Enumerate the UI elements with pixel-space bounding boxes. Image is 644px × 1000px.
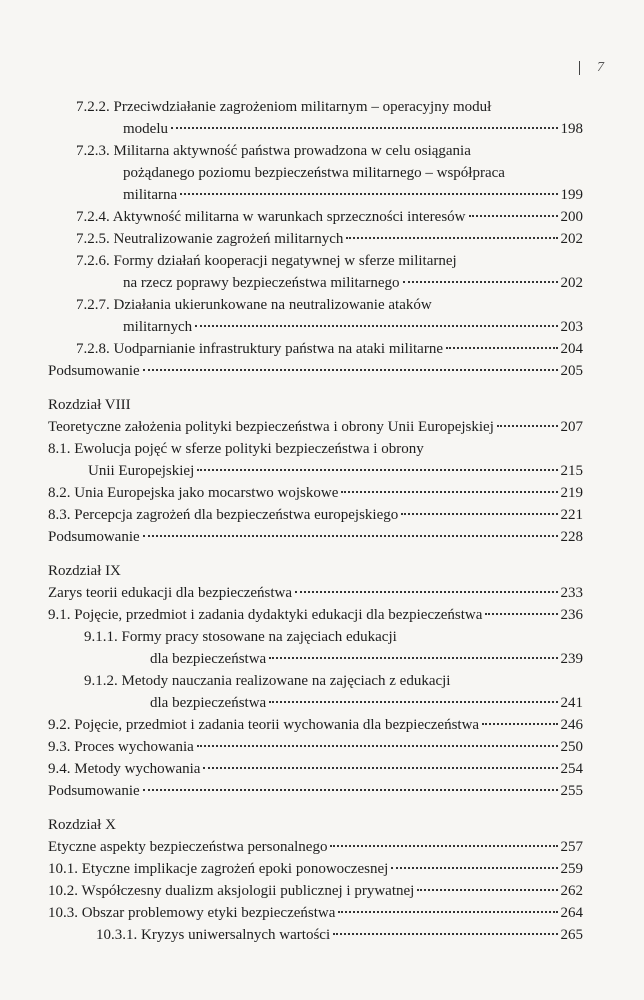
toc-title: Aktywność militarna w warunkach sprzeczności interesów <box>112 209 466 225</box>
toc-entry-7-2-4[interactable] <box>48 206 583 228</box>
toc-page: 200 <box>560 209 583 225</box>
toc-page: 202 <box>560 231 583 247</box>
toc-entry-summary-ch8[interactable] <box>48 526 583 548</box>
leader-dots <box>338 911 557 913</box>
leader-dots <box>333 933 557 935</box>
toc-title: Etyczne implikacje zagrożeń epoki ponowoczesnej <box>81 861 389 877</box>
toc-entry-8-1[interactable] <box>48 438 583 460</box>
leader-dots <box>197 745 558 747</box>
toc-title: Ewolucja pojęć w sferze polityki bezpieczeństwa i obrony <box>74 441 424 457</box>
toc-number: 9.2. <box>48 717 71 733</box>
toc-page: 259 <box>560 861 583 877</box>
toc-entry-9-3[interactable] <box>48 736 583 758</box>
leader-dots <box>330 845 557 847</box>
toc-title: Podsumowanie <box>48 529 140 545</box>
toc-entry-7-2-6-cont[interactable] <box>48 272 583 294</box>
toc-entry-7-2-2-cont[interactable] <box>48 118 583 140</box>
toc-title: Formy pracy stosowane na zajęciach edukacji <box>121 629 397 645</box>
toc-entry-8-1-cont[interactable] <box>48 460 583 482</box>
toc-number: 7.2.7. <box>76 297 110 313</box>
table-of-contents <box>48 96 583 946</box>
toc-entry-10-3[interactable] <box>48 902 583 924</box>
toc-title: Formy działań kooperacji negatywnej w sferze militarnej <box>113 253 457 269</box>
toc-entry-8-3[interactable] <box>48 504 583 526</box>
toc-page: 202 <box>560 275 583 291</box>
chapter-heading-9: Rozdział IX <box>48 563 121 579</box>
leader-dots <box>143 535 558 537</box>
leader-dots <box>346 237 557 239</box>
toc-number: 7.2.4. <box>76 209 110 225</box>
leader-dots <box>446 347 558 349</box>
toc-entry-10-2[interactable] <box>48 880 583 902</box>
leader-dots <box>469 215 558 217</box>
toc-number: 10.2. <box>48 883 78 899</box>
leader-dots <box>143 789 558 791</box>
toc-title: Podsumowanie <box>48 783 140 799</box>
toc-number: 9.1.2. <box>84 673 118 689</box>
toc-entry-summary-ch7[interactable] <box>48 360 583 382</box>
toc-entry-7-2-7[interactable] <box>48 294 583 316</box>
chapter-heading-10: Rozdział X <box>48 817 116 833</box>
toc-page: 241 <box>560 695 583 711</box>
toc-title: Obszar problemowy etyki bezpieczeństwa <box>81 905 336 921</box>
toc-title-cont: na rzecz poprawy bezpieczeństwa militarnego <box>123 275 400 291</box>
toc-page: 236 <box>560 607 583 623</box>
toc-title: Kryzys uniwersalnych wartości <box>141 927 331 943</box>
toc-number: 7.2.8. <box>76 341 110 357</box>
toc-title: Pojęcie, przedmiot i zadania teorii wychowania dla bezpieczeństwa <box>74 717 480 733</box>
toc-page: 239 <box>560 651 583 667</box>
toc-entry-7-2-3-cont[interactable] <box>48 162 583 184</box>
toc-title: Przeciwdziałanie zagrożeniom militarnym – operacyjny moduł <box>113 99 492 115</box>
toc-title: Pojęcie, przedmiot i zadania dydaktyki edukacji dla bezpieczeństwa <box>74 607 483 623</box>
leader-dots <box>197 469 557 471</box>
toc-number: 8.1. <box>48 441 71 457</box>
toc-page: 264 <box>560 905 583 921</box>
toc-entry-9-2[interactable] <box>48 714 583 736</box>
toc-entry-9-1-1-cont[interactable] <box>48 648 583 670</box>
leader-dots <box>341 491 557 493</box>
leader-dots <box>295 591 557 593</box>
toc-page: 233 <box>560 585 583 601</box>
toc-page: 204 <box>560 341 583 357</box>
leader-dots <box>391 867 557 869</box>
toc-entry-7-2-2[interactable] <box>48 96 583 118</box>
toc-number: 9.3. <box>48 739 71 755</box>
toc-title: Metody wychowania <box>74 761 201 777</box>
toc-title-cont: dla bezpieczeństwa <box>150 651 267 667</box>
toc-number: 9.4. <box>48 761 71 777</box>
toc-page: 221 <box>560 507 583 523</box>
toc-entry-7-2-3-cont2[interactable] <box>48 184 583 206</box>
toc-title: Proces wychowania <box>74 739 194 755</box>
toc-title-cont: militarna <box>123 187 178 203</box>
header-divider <box>579 61 580 75</box>
toc-entry-summary-ch9[interactable] <box>48 780 583 802</box>
toc-entry-7-2-5[interactable] <box>48 228 583 250</box>
toc-entry-8-2[interactable] <box>48 482 583 504</box>
toc-title: Teoretyczne założenia polityki bezpieczeństwa i obrony Unii Europejskiej <box>48 419 494 435</box>
toc-page: 255 <box>560 783 583 799</box>
toc-entry-9-4[interactable] <box>48 758 583 780</box>
leader-dots <box>269 657 557 659</box>
toc-page: 207 <box>560 419 583 435</box>
leader-dots <box>485 613 557 615</box>
leader-dots <box>203 767 557 769</box>
running-header <box>579 60 605 76</box>
toc-number: 7.2.5. <box>76 231 110 247</box>
leader-dots <box>401 513 557 515</box>
leader-dots <box>403 281 558 283</box>
toc-title: Militarna aktywność państwa prowadzona w celu osiągania <box>113 143 471 159</box>
toc-entry-9-1-2[interactable] <box>48 670 583 692</box>
toc-number: 9.1.1. <box>84 629 118 645</box>
toc-page: 246 <box>560 717 583 733</box>
leader-dots <box>195 325 557 327</box>
toc-entry-9-1-1[interactable] <box>48 626 583 648</box>
toc-title: Działania ukierunkowane na neutralizowanie ataków <box>113 297 432 313</box>
toc-number: 9.1. <box>48 607 71 623</box>
toc-page: 265 <box>560 927 583 943</box>
toc-page: 257 <box>560 839 583 855</box>
toc-entry-ch10-title[interactable] <box>48 836 583 858</box>
toc-number: 10.3. <box>48 905 78 921</box>
toc-title: Podsumowanie <box>48 363 140 379</box>
toc-number: 10.1. <box>48 861 78 877</box>
toc-title: Metody nauczania realizowane na zajęciach z edukacji <box>121 673 451 689</box>
toc-number: 8.3. <box>48 507 71 523</box>
leader-dots <box>417 889 557 891</box>
toc-page: 205 <box>560 363 583 379</box>
toc-page: 262 <box>560 883 583 899</box>
leader-dots <box>269 701 557 703</box>
toc-title: Zarys teorii edukacji dla bezpieczeństwa <box>48 585 293 601</box>
toc-number: 7.2.2. <box>76 99 110 115</box>
toc-page: 199 <box>560 187 583 203</box>
page-number: 7 <box>597 60 604 75</box>
toc-entry-7-2-7-cont[interactable] <box>48 316 583 338</box>
toc-entry-10-1[interactable] <box>48 858 583 880</box>
toc-entry-ch9-title[interactable] <box>48 582 583 604</box>
toc-title: Unia Europejska jako mocarstwo wojskowe <box>74 485 339 501</box>
leader-dots <box>497 425 558 427</box>
toc-entry-10-3-1[interactable] <box>48 924 583 946</box>
leader-dots <box>171 127 558 129</box>
toc-title-cont: Unii Europejskiej <box>88 463 195 479</box>
toc-entry-7-2-8[interactable] <box>48 338 583 360</box>
toc-page: 203 <box>560 319 583 335</box>
toc-page: 254 <box>560 761 583 777</box>
chapter-heading-8: Rozdział VIII <box>48 397 131 413</box>
toc-title: Współczesny dualizm aksjologii publicznej i prywatnej <box>81 883 415 899</box>
toc-entry-9-1[interactable] <box>48 604 583 626</box>
leader-dots <box>143 369 558 371</box>
toc-title-cont: pożądanego poziomu bezpieczeństwa militarnego – współpraca <box>123 165 505 181</box>
toc-page: 198 <box>560 121 583 137</box>
toc-title: Neutralizowanie zagrożeń militarnych <box>113 231 344 247</box>
toc-title: Percepcja zagrożeń dla bezpieczeństwa europejskiego <box>74 507 399 523</box>
toc-page: 228 <box>560 529 583 545</box>
toc-title-cont: militarnych <box>123 319 193 335</box>
toc-entry-ch8-title[interactable] <box>48 416 583 438</box>
toc-entry-9-1-2-cont[interactable] <box>48 692 583 714</box>
toc-title-cont: dla bezpieczeństwa <box>150 695 267 711</box>
toc-title-cont: modelu <box>123 121 168 137</box>
toc-page: 250 <box>560 739 583 755</box>
toc-number: 7.2.6. <box>76 253 110 269</box>
leader-dots <box>482 723 557 725</box>
toc-title: Uodparnianie infrastruktury państwa na ataki militarne <box>113 341 443 357</box>
toc-entry-7-2-3[interactable] <box>48 140 583 162</box>
toc-entry-7-2-6[interactable] <box>48 250 583 272</box>
toc-page: 215 <box>560 463 583 479</box>
toc-number: 10.3.1. <box>96 927 138 943</box>
toc-number: 7.2.3. <box>76 143 110 159</box>
toc-title: Etyczne aspekty bezpieczeństwa personalnego <box>48 839 328 855</box>
toc-number: 8.2. <box>48 485 71 501</box>
leader-dots <box>180 193 557 195</box>
toc-page: 219 <box>560 485 583 501</box>
